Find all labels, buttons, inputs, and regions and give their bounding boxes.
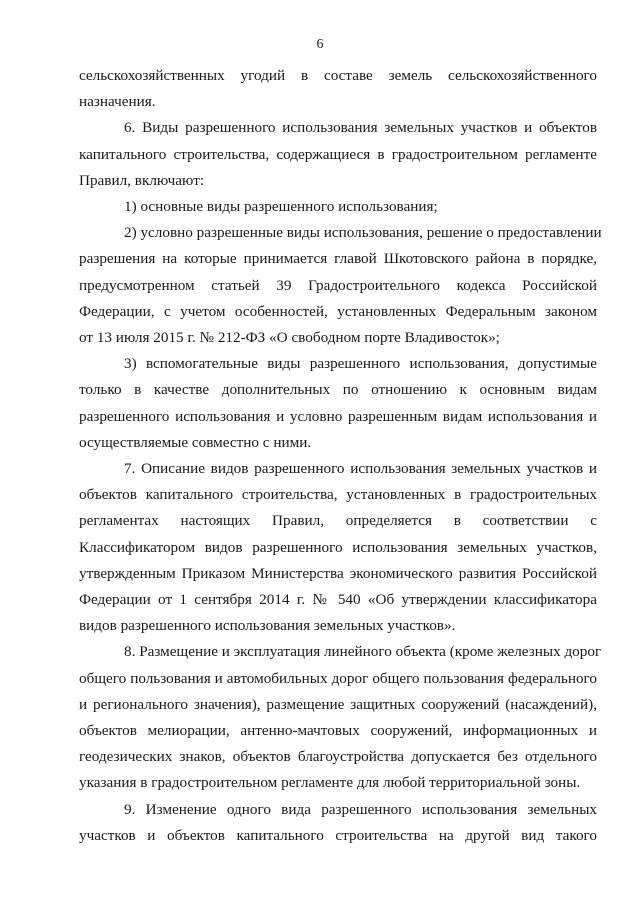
text-line: только в качестве дополнительных по отношению к основным видам bbox=[79, 381, 597, 399]
text-line: и регионального значения), размещение защитных сооружений (насаждений), bbox=[79, 695, 597, 713]
text-line: назначения. bbox=[79, 93, 156, 111]
text-line: Федерации от 1 сентября 2014 г. № 540 «Об утверждении классификатора bbox=[79, 591, 597, 609]
text-line: 1) основные виды разрешенного использования; bbox=[124, 198, 438, 216]
paragraph-subitem-1 bbox=[79, 194, 597, 220]
text-line: объектов капитального строительства, установленных в градостроительных bbox=[79, 486, 597, 504]
text-line: капитального строительства, содержащиеся в градостроительном регламенте bbox=[79, 145, 597, 163]
paragraph-item-8 bbox=[79, 639, 602, 796]
text-line: участков и объектов капитального строительства на другой вид такого bbox=[79, 826, 597, 844]
paragraph-item-7 bbox=[79, 456, 597, 639]
text-line: указания в градостроительном регламенте для любой территориальной зоны. bbox=[79, 774, 581, 792]
text-line: разрешенного использования и условно разрешенным видам использования и bbox=[79, 407, 597, 425]
text-line: 6. Виды разрешенного использования земельных участков и объектов bbox=[124, 119, 597, 137]
document-body bbox=[79, 63, 602, 849]
text-line: геодезических знаков, объектов благоустройства допускается без отдельного bbox=[79, 748, 597, 766]
text-line: 9. Изменение одного вида разрешенного использования земельных bbox=[124, 800, 597, 818]
text-line: утвержденным Приказом Министерства экономического развития Российской bbox=[79, 564, 597, 582]
text-line: видов разрешенного использования земельных участков». bbox=[79, 617, 456, 635]
paragraph-subitem-2 bbox=[79, 220, 602, 351]
text-line: регламентах настоящих Правил, определяется в соответствии с bbox=[79, 512, 597, 530]
text-line: Классификатором видов разрешенного использования земельных участков, bbox=[79, 538, 597, 556]
text-line: сельскохозяйственных угодий в составе земель сельскохозяйственного bbox=[79, 67, 597, 84]
text-line: предусмотренном статьей 39 Градостроительного кодекса Российской bbox=[79, 276, 597, 294]
text-line: 2) условно разрешенные виды использования, решение о предоставлении bbox=[124, 224, 602, 242]
text-line: объектов мелиорации, антенно-мачтовых сооружений, информационных и bbox=[79, 722, 597, 740]
text-line: общего пользования и автомобильных дорог общего пользования федерального bbox=[79, 669, 597, 687]
text-line: 3) вспомогательные виды разрешенного использования, допустимые bbox=[124, 355, 597, 373]
paragraph-continuation bbox=[79, 63, 597, 115]
page-number: 6 bbox=[316, 37, 324, 52]
text-line: от 13 июля 2015 г. № 212-ФЗ «О свободном порте Владивосток»; bbox=[79, 329, 500, 347]
text-line: Правил, включают: bbox=[79, 171, 205, 189]
text-line: Федерации, с учетом особенностей, установленных Федеральным законом bbox=[79, 302, 597, 320]
paragraph-item-6 bbox=[79, 115, 597, 194]
text-line: осуществляемые совместно с ними. bbox=[79, 433, 312, 451]
paragraph-subitem-3 bbox=[79, 351, 597, 456]
text-line: разрешения на которые принимается главой Шкотовского района в порядке, bbox=[79, 250, 597, 268]
text-line: 7. Описание видов разрешенного использования земельных участков и bbox=[124, 460, 597, 478]
text-line: 8. Размещение и эксплуатация линейного объекта (кроме железных дорог bbox=[124, 643, 602, 661]
paragraph-item-9 bbox=[79, 797, 597, 849]
